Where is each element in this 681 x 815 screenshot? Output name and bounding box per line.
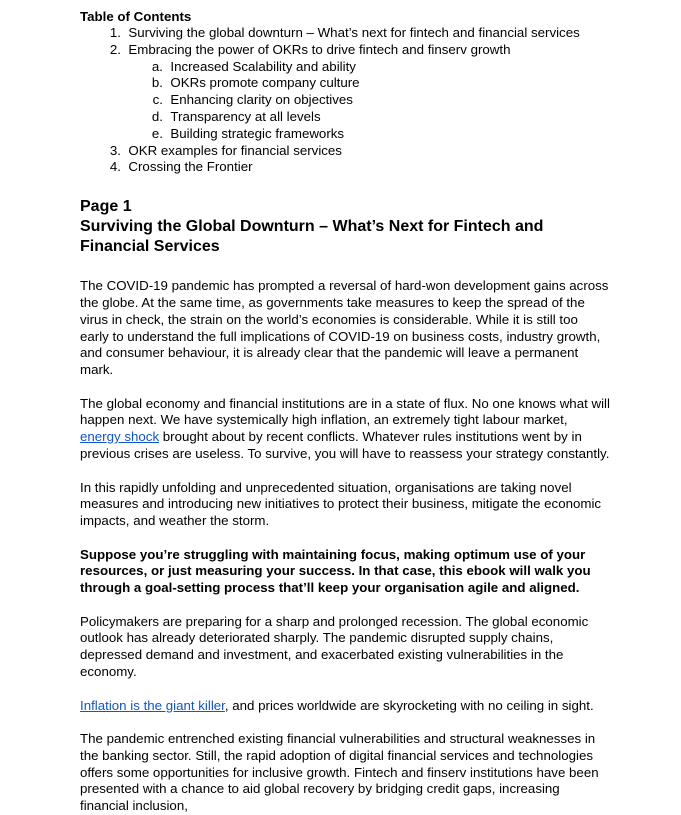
toc-item (80, 143, 610, 160)
paragraph-text: , and prices worldwide are skyrocketing with no ceiling in sight. (224, 697, 594, 713)
section-heading: Surviving the Global Downturn – What’s Next for Fintech and Financial Services (80, 218, 544, 256)
toc-subitem-label: OKRs promote company culture (170, 75, 360, 91)
toc-subitem (80, 75, 610, 92)
inflation-link[interactable]: Inflation is the giant killer (80, 697, 225, 713)
document-content (80, 8, 610, 815)
toc-item-label: Crossing the Frontier (128, 159, 253, 175)
toc-subitem-label: Enhancing clarity on objectives (170, 92, 353, 108)
toc-item-label: Embracing the power of OKRs to drive fintech and finserv growth (128, 41, 511, 57)
paragraph (80, 396, 610, 463)
paragraph-text: brought about by recent conflicts. Whatever rules institutions went by in previous crises are useless. To survive, you will have to reassess your strategy constantly. (80, 429, 610, 462)
paragraph: Policymakers are preparing for a sharp and prolonged recession. The global economic outlook has already deteriorated sharply. The pandemic disrupted supply chains, depressed demand and investment, and exacerbated existing vulnerabilities in the economy. (80, 613, 589, 680)
toc-item-number: 1. (109, 25, 121, 40)
toc-item-number: 4. (109, 159, 121, 175)
page-label: Page 1 (80, 198, 132, 216)
paragraph: The COVID-19 pandemic has prompted a reversal of hard-won development gains across the globe. At the same time, as governments take measures to keep the spread of the virus in check, the strain on the world’s economies is considerable. While it is still too early to understand the full implications of COVID-19 on business costs, industry growth, and consumer behaviour, it is already clear that the pandemic will leave a permanent mark. (80, 278, 609, 378)
toc-subitem-label: Building strategic frameworks (170, 125, 345, 141)
toc-item-label: OKR examples for financial services (128, 142, 342, 158)
paragraph (80, 698, 610, 715)
toc-subitem-letter: d. (151, 108, 163, 124)
toc-subitem-letter: e. (151, 125, 163, 141)
toc-list-continued (80, 143, 610, 177)
toc-item (80, 159, 610, 176)
toc-subitem (80, 92, 610, 109)
toc-subitem-letter: c. (152, 92, 163, 108)
toc-list (80, 25, 610, 59)
toc-item-number: 3. (109, 142, 121, 158)
toc-subitem-label: Increased Scalability and ability (170, 58, 356, 74)
toc-item-label: Surviving the global downturn – What’s next for fintech and financial services (128, 25, 580, 40)
toc-item (80, 25, 610, 42)
paragraph: In this rapidly unfolding and unprecedented situation, organisations are taking novel measures and introducing new initiatives to protect their business, mitigate the economic impacts, and weather the storm. (80, 479, 602, 529)
energy-shock-link[interactable]: energy shock (80, 429, 160, 445)
toc-subitem-letter: b. (151, 75, 163, 91)
toc-subitem (80, 59, 610, 76)
toc-sublist (80, 59, 610, 143)
paragraph: The pandemic entrenched existing financial vulnerabilities and structural weaknesses in the banking sector. Still, the rapid adoption of digital financial services and technologies offers some opportunities for inclusive growth. Fintech and finserv institutions have been presented with a chance to aid global recovery by bridging credit gaps, increasing financial inclusion, (80, 731, 599, 814)
toc-subitem-letter: a. (151, 58, 163, 74)
toc-item-number: 2. (109, 41, 121, 57)
toc-subitem-label: Transparency at all levels (170, 108, 321, 124)
paragraph-text: The global economy and financial institutions are in a state of flux. No one knows what will happen next. We have systemically high inflation, an extremely tight labour market, (80, 395, 610, 428)
toc-subitem (80, 126, 610, 143)
toc-item (80, 42, 610, 59)
toc-title: Table of Contents (80, 9, 192, 24)
bold-paragraph: Suppose you’re struggling with maintaining focus, making optimum use of your resources, or just measuring your success. In that case, this ebook will walk you through a goal-setting process that’ll keep your organisation agile and aligned. (80, 546, 591, 596)
toc-subitem (80, 109, 610, 126)
